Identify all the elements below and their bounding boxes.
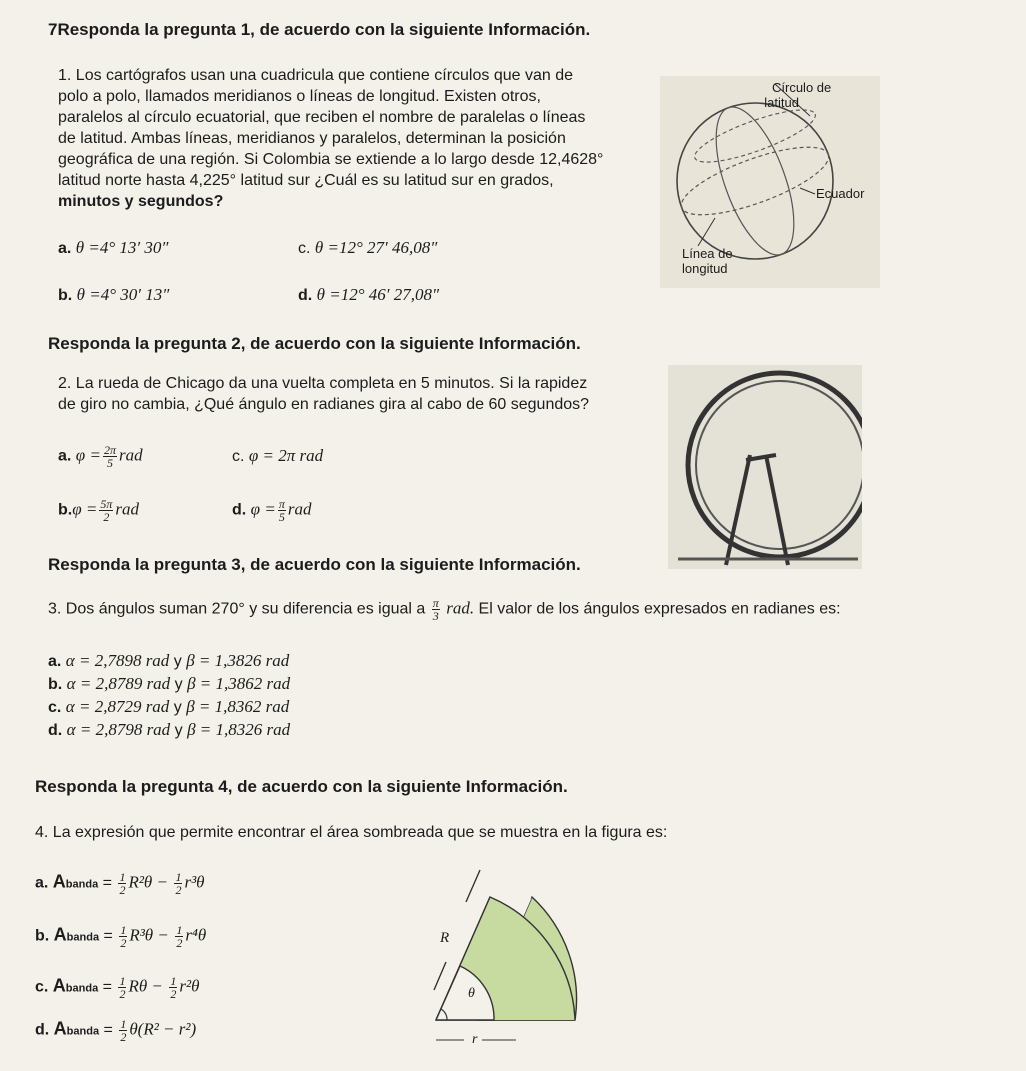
area-label: A xyxy=(53,924,67,945)
option-letter: a. xyxy=(48,653,62,670)
question-4-text: 4. La expresión que permite encontrar el área sombreada que se muestra en la figura es: xyxy=(35,824,668,841)
half-fraction xyxy=(119,924,127,949)
option-expr: θ =12° 46′ 27,08″ xyxy=(316,285,440,304)
q1-option-b[interactable] xyxy=(58,285,169,305)
fraction-numerator: 1 xyxy=(119,870,126,884)
wheel-rim xyxy=(688,373,862,557)
option-prefix: φ = xyxy=(72,499,98,519)
label-linea-longitud xyxy=(682,246,733,276)
q1-line-1 xyxy=(58,65,658,86)
option-beta: β = 1,8362 rad xyxy=(186,697,290,716)
option-alpha: α = 2,8789 rad xyxy=(66,674,171,693)
half-fraction xyxy=(118,871,126,896)
annular-sector-diagram xyxy=(420,862,590,1052)
half-fraction xyxy=(174,871,182,896)
fraction-denominator: 5 xyxy=(278,510,285,524)
q2-line-2: de giro no cambia, ¿Qué ángulo en radianes gira al cabo de 60 segundos? xyxy=(58,396,590,413)
fraction-denominator: 2 xyxy=(175,883,182,897)
option-expr: θ =4° 30′ 13″ xyxy=(76,285,170,304)
section-header-4: Responda la pregunta 4, de acuerdo con la siguiente Información. xyxy=(35,777,568,796)
area-subscript: banda xyxy=(65,982,99,995)
half-fraction xyxy=(169,975,177,1000)
q2-option-b[interactable] xyxy=(58,498,139,523)
option-connector: y xyxy=(174,676,183,693)
label-linea: Línea de xyxy=(682,246,733,261)
q3-option-b[interactable] xyxy=(48,673,290,696)
fraction-numerator: 1 xyxy=(176,923,183,937)
option-expr: φ = 2π rad xyxy=(248,446,324,465)
q3-option-a[interactable] xyxy=(48,650,290,673)
latitude-circle xyxy=(690,100,821,172)
fraction-numerator: 1 xyxy=(175,870,182,884)
q3-option-d[interactable] xyxy=(48,719,290,742)
option-letter: d. xyxy=(298,287,313,304)
q4-option-a[interactable]: a. Abanda = $\frac{1}{2}$ R²θ − $\frac{1}{2}$ r³θ xyxy=(35,870,205,897)
option-letter: b. xyxy=(58,501,73,519)
option-expr: θ =4° 13′ 30″ xyxy=(75,238,169,257)
fraction-numerator: π xyxy=(278,497,285,511)
q1-line-6: latitud norte hasta 4,225° latitud sur ¿Cuál es su latitud sur en grados, xyxy=(58,172,554,189)
q1-line-2: polo a polo, llamados meridianos o líneas de longitud. Existen otros, xyxy=(58,88,541,105)
option-beta: β = 1,3862 rad xyxy=(187,674,291,693)
question-1-text xyxy=(58,65,658,212)
fraction-numerator: 1 xyxy=(120,1017,127,1031)
pointer-ecuador xyxy=(800,188,815,194)
fraction-denominator: 2 xyxy=(120,1030,127,1044)
option-letter: b. xyxy=(35,927,50,945)
option-fraction xyxy=(103,444,117,469)
half-fraction xyxy=(175,924,183,949)
q3-text-before: 3. Dos ángulos suman 270° y su diferencia es igual a xyxy=(48,600,426,618)
q1-line-5: geográfica de una región. Si Colombia se extiende a lo largo desde 12,4628° xyxy=(58,151,604,168)
option-letter: a. xyxy=(35,874,49,892)
fraction-denominator: 2 xyxy=(119,987,126,1001)
half-fraction xyxy=(118,975,126,1000)
option-unit: rad xyxy=(287,499,312,519)
fraction-numerator: 1 xyxy=(119,974,126,988)
option-term-1: θ(R² − r²) xyxy=(129,1019,197,1039)
q1-option-c[interactable] xyxy=(298,238,437,258)
option-letter: d. xyxy=(232,501,247,519)
option-letter: b. xyxy=(58,287,73,304)
q1-line-3: paralelos al círculo ecuatorial, que reciben el nombre de paralelas o líneas xyxy=(58,109,586,126)
section-header-3: Responda la pregunta 3, de acuerdo con la siguiente Información. xyxy=(48,555,581,574)
fraction-numerator: 5π xyxy=(100,497,113,511)
label-latitud: latitud xyxy=(764,95,799,110)
option-letter: c. xyxy=(35,978,49,996)
option-unit: rad xyxy=(118,445,143,465)
area-subscript: banda xyxy=(66,1025,100,1038)
q1-line-4: de latitud. Ambas líneas, meridianos y paralelos, determinan la posición xyxy=(58,130,566,147)
option-connector: y xyxy=(173,653,182,670)
option-letter: c. xyxy=(232,448,245,465)
q1-number: 1. xyxy=(58,67,72,84)
option-fraction xyxy=(278,498,286,523)
option-prefix: φ = xyxy=(75,445,101,465)
q2-line-1: 2. La rueda de Chicago da una vuelta completa en 5 minutos. Si la rapidez xyxy=(58,375,588,392)
option-expr: θ =12° 27′ 46,08″ xyxy=(314,238,438,257)
radius-R-pointer-bottom xyxy=(434,962,446,990)
equator-line xyxy=(674,134,836,229)
option-letter: c. xyxy=(298,240,311,257)
q4-option-c[interactable]: c. Abanda = $\frac{1}{2}$ Rθ − $\frac{1}{2}$ r²θ xyxy=(35,974,200,1001)
option-term-1: R³θ − xyxy=(129,925,169,945)
option-connector: y xyxy=(174,722,183,739)
fraction-numerator: 1 xyxy=(120,923,127,937)
option-term-1: Rθ − xyxy=(128,976,163,996)
longitude-line xyxy=(700,97,810,264)
area-label: A xyxy=(52,871,66,892)
globe-outline xyxy=(677,103,833,259)
area-subscript: banda xyxy=(65,878,99,891)
option-fraction xyxy=(99,498,113,523)
label-R: R xyxy=(440,930,450,946)
label-theta: θ xyxy=(468,986,475,1001)
question-3-text xyxy=(48,597,1008,622)
label-circulo: Círculo de xyxy=(772,80,832,95)
fraction-numerator: π xyxy=(432,596,439,610)
fraction-denominator: 2 xyxy=(176,936,183,950)
option-alpha: α = 2,7898 rad xyxy=(65,651,170,670)
option-unit: rad xyxy=(115,499,139,519)
option-letter: d. xyxy=(48,722,63,739)
option-letter: a. xyxy=(58,240,72,257)
fraction-denominator: 2 xyxy=(170,987,177,1001)
label-ecuador: Ecuador xyxy=(816,186,865,201)
q1-line-1-text: Los cartógrafos usan una cuadricula que contiene círculos que van de xyxy=(75,67,574,84)
q3-options xyxy=(48,650,290,742)
label-circulo-latitud xyxy=(764,80,832,110)
q2-option-d[interactable] xyxy=(232,498,311,523)
option-alpha: α = 2,8729 rad xyxy=(65,697,170,716)
q3-unit: rad. xyxy=(446,598,475,618)
option-alpha: α = 2,8798 rad xyxy=(66,720,171,739)
q4-option-d[interactable]: d. Abanda = $\frac{1}{2}$ θ(R² − r²) xyxy=(35,1017,197,1044)
option-letter: d. xyxy=(35,1021,50,1039)
section-header-1: 7Responda la pregunta 1, de acuerdo con la siguiente Información. xyxy=(48,20,591,39)
option-beta: β = 1,8326 rad xyxy=(187,720,291,739)
fraction-denominator: 3 xyxy=(432,609,439,623)
q2-option-c[interactable] xyxy=(232,446,323,466)
option-letter: b. xyxy=(48,676,63,693)
option-connector: y xyxy=(173,699,182,716)
q3-fraction xyxy=(432,597,440,622)
fraction-denominator: 5 xyxy=(106,456,113,470)
q1-option-a[interactable] xyxy=(58,238,168,258)
q3-text-after: El valor de los ángulos expresados en radianes es: xyxy=(478,600,841,618)
annular-sector-figure xyxy=(420,862,590,1052)
half-fraction xyxy=(119,1018,127,1043)
option-beta: β = 1,3826 rad xyxy=(186,651,290,670)
option-term-2: r⁴θ xyxy=(185,925,207,945)
question-2-text xyxy=(58,373,648,415)
option-term-2: r²θ xyxy=(179,976,200,996)
option-prefix: φ = xyxy=(250,499,276,519)
area-label: A xyxy=(52,975,66,996)
option-letter: a. xyxy=(58,447,72,465)
section-header-2: Responda la pregunta 2, de acuerdo con la siguiente Información. xyxy=(48,334,581,353)
globe-figure xyxy=(660,76,880,288)
area-label: A xyxy=(53,1018,67,1039)
q4-option-b[interactable]: b. Abanda = $\frac{1}{2}$ R³θ − $\frac{1}{2}$ r⁴θ xyxy=(35,923,207,950)
ferris-wheel-diagram xyxy=(668,365,862,569)
q1-line-7: minutos y segundos? xyxy=(58,193,224,210)
q2-option-a[interactable] xyxy=(58,444,143,469)
fraction-numerator: 1 xyxy=(170,974,177,988)
ferris-wheel-figure xyxy=(668,365,862,569)
label-longitud: longitud xyxy=(682,261,728,276)
radius-R-pointer-top xyxy=(466,870,480,902)
option-term-2: r³θ xyxy=(184,872,205,892)
fraction-denominator: 2 xyxy=(119,883,126,897)
option-term-1: R²θ − xyxy=(128,872,168,892)
option-letter: c. xyxy=(48,699,62,716)
q3-option-c[interactable] xyxy=(48,696,290,719)
area-subscript: banda xyxy=(66,931,100,944)
fraction-denominator: 2 xyxy=(120,936,127,950)
fraction-numerator: 2π xyxy=(103,443,116,457)
fraction-denominator: 2 xyxy=(103,510,110,524)
label-r: r xyxy=(472,1032,478,1047)
q1-option-d[interactable] xyxy=(298,285,439,305)
